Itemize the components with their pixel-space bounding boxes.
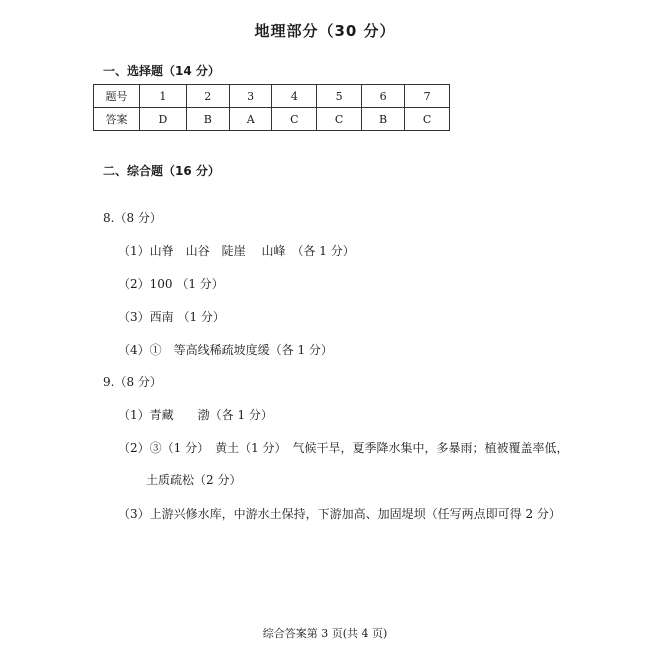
page-title: 地理部分（30 分）: [254, 22, 396, 40]
answer-table: [93, 84, 450, 131]
q8-answer-2: （2）100 （1 分）: [118, 277, 224, 291]
table-cell: B: [186, 108, 229, 131]
table-cell: 5: [317, 85, 362, 108]
table-row: [94, 108, 450, 131]
table-cell: 4: [272, 85, 317, 108]
table-cell: 7: [405, 85, 450, 108]
q8-answer-3: （3）西南 （1 分）: [118, 310, 225, 324]
table-row-label: 题号: [94, 85, 140, 108]
table-cell: 3: [229, 85, 272, 108]
q9-answer-2: （2）③（1 分） 黄土（1 分） 气候干旱，夏季降水集中，多暴雨；植被覆盖率低，: [118, 441, 569, 455]
q9-answer-1: （1）青藏 渤（各 1 分）: [118, 408, 273, 422]
q9-answer-3: （3）上游兴修水库，中游水土保持，下游加高、加固堤坝（任写两点即可得 2 分）: [118, 507, 561, 521]
table-cell: A: [229, 108, 272, 131]
table-cell: C: [272, 108, 317, 131]
table-row-label: 答案: [94, 108, 140, 131]
table-cell: B: [361, 108, 404, 131]
table-cell: D: [140, 108, 187, 131]
table-cell: C: [405, 108, 450, 131]
q9-answer-2-continued: 土质疏松（2 分）: [146, 473, 242, 487]
table-cell: 2: [186, 85, 229, 108]
q8-answer-1: （1）山脊 山谷 陡崖 山峰 （各 1 分）: [118, 244, 355, 258]
table-cell: C: [317, 108, 362, 131]
page-footer: 综合答案第 3 页(共 4 页): [262, 627, 388, 640]
table-cell: 1: [140, 85, 187, 108]
table-row: [94, 85, 450, 108]
section-choice-heading: 一、选择题（14 分）: [103, 64, 220, 78]
table-cell: 6: [361, 85, 404, 108]
q8-answer-4: （4）① 等高线稀疏坡度缓（各 1 分）: [118, 343, 333, 357]
question-9-label: 9.（8 分）: [103, 375, 162, 389]
section-comprehensive-heading: 二、综合题（16 分）: [103, 164, 220, 178]
question-8-label: 8.（8 分）: [103, 211, 162, 225]
